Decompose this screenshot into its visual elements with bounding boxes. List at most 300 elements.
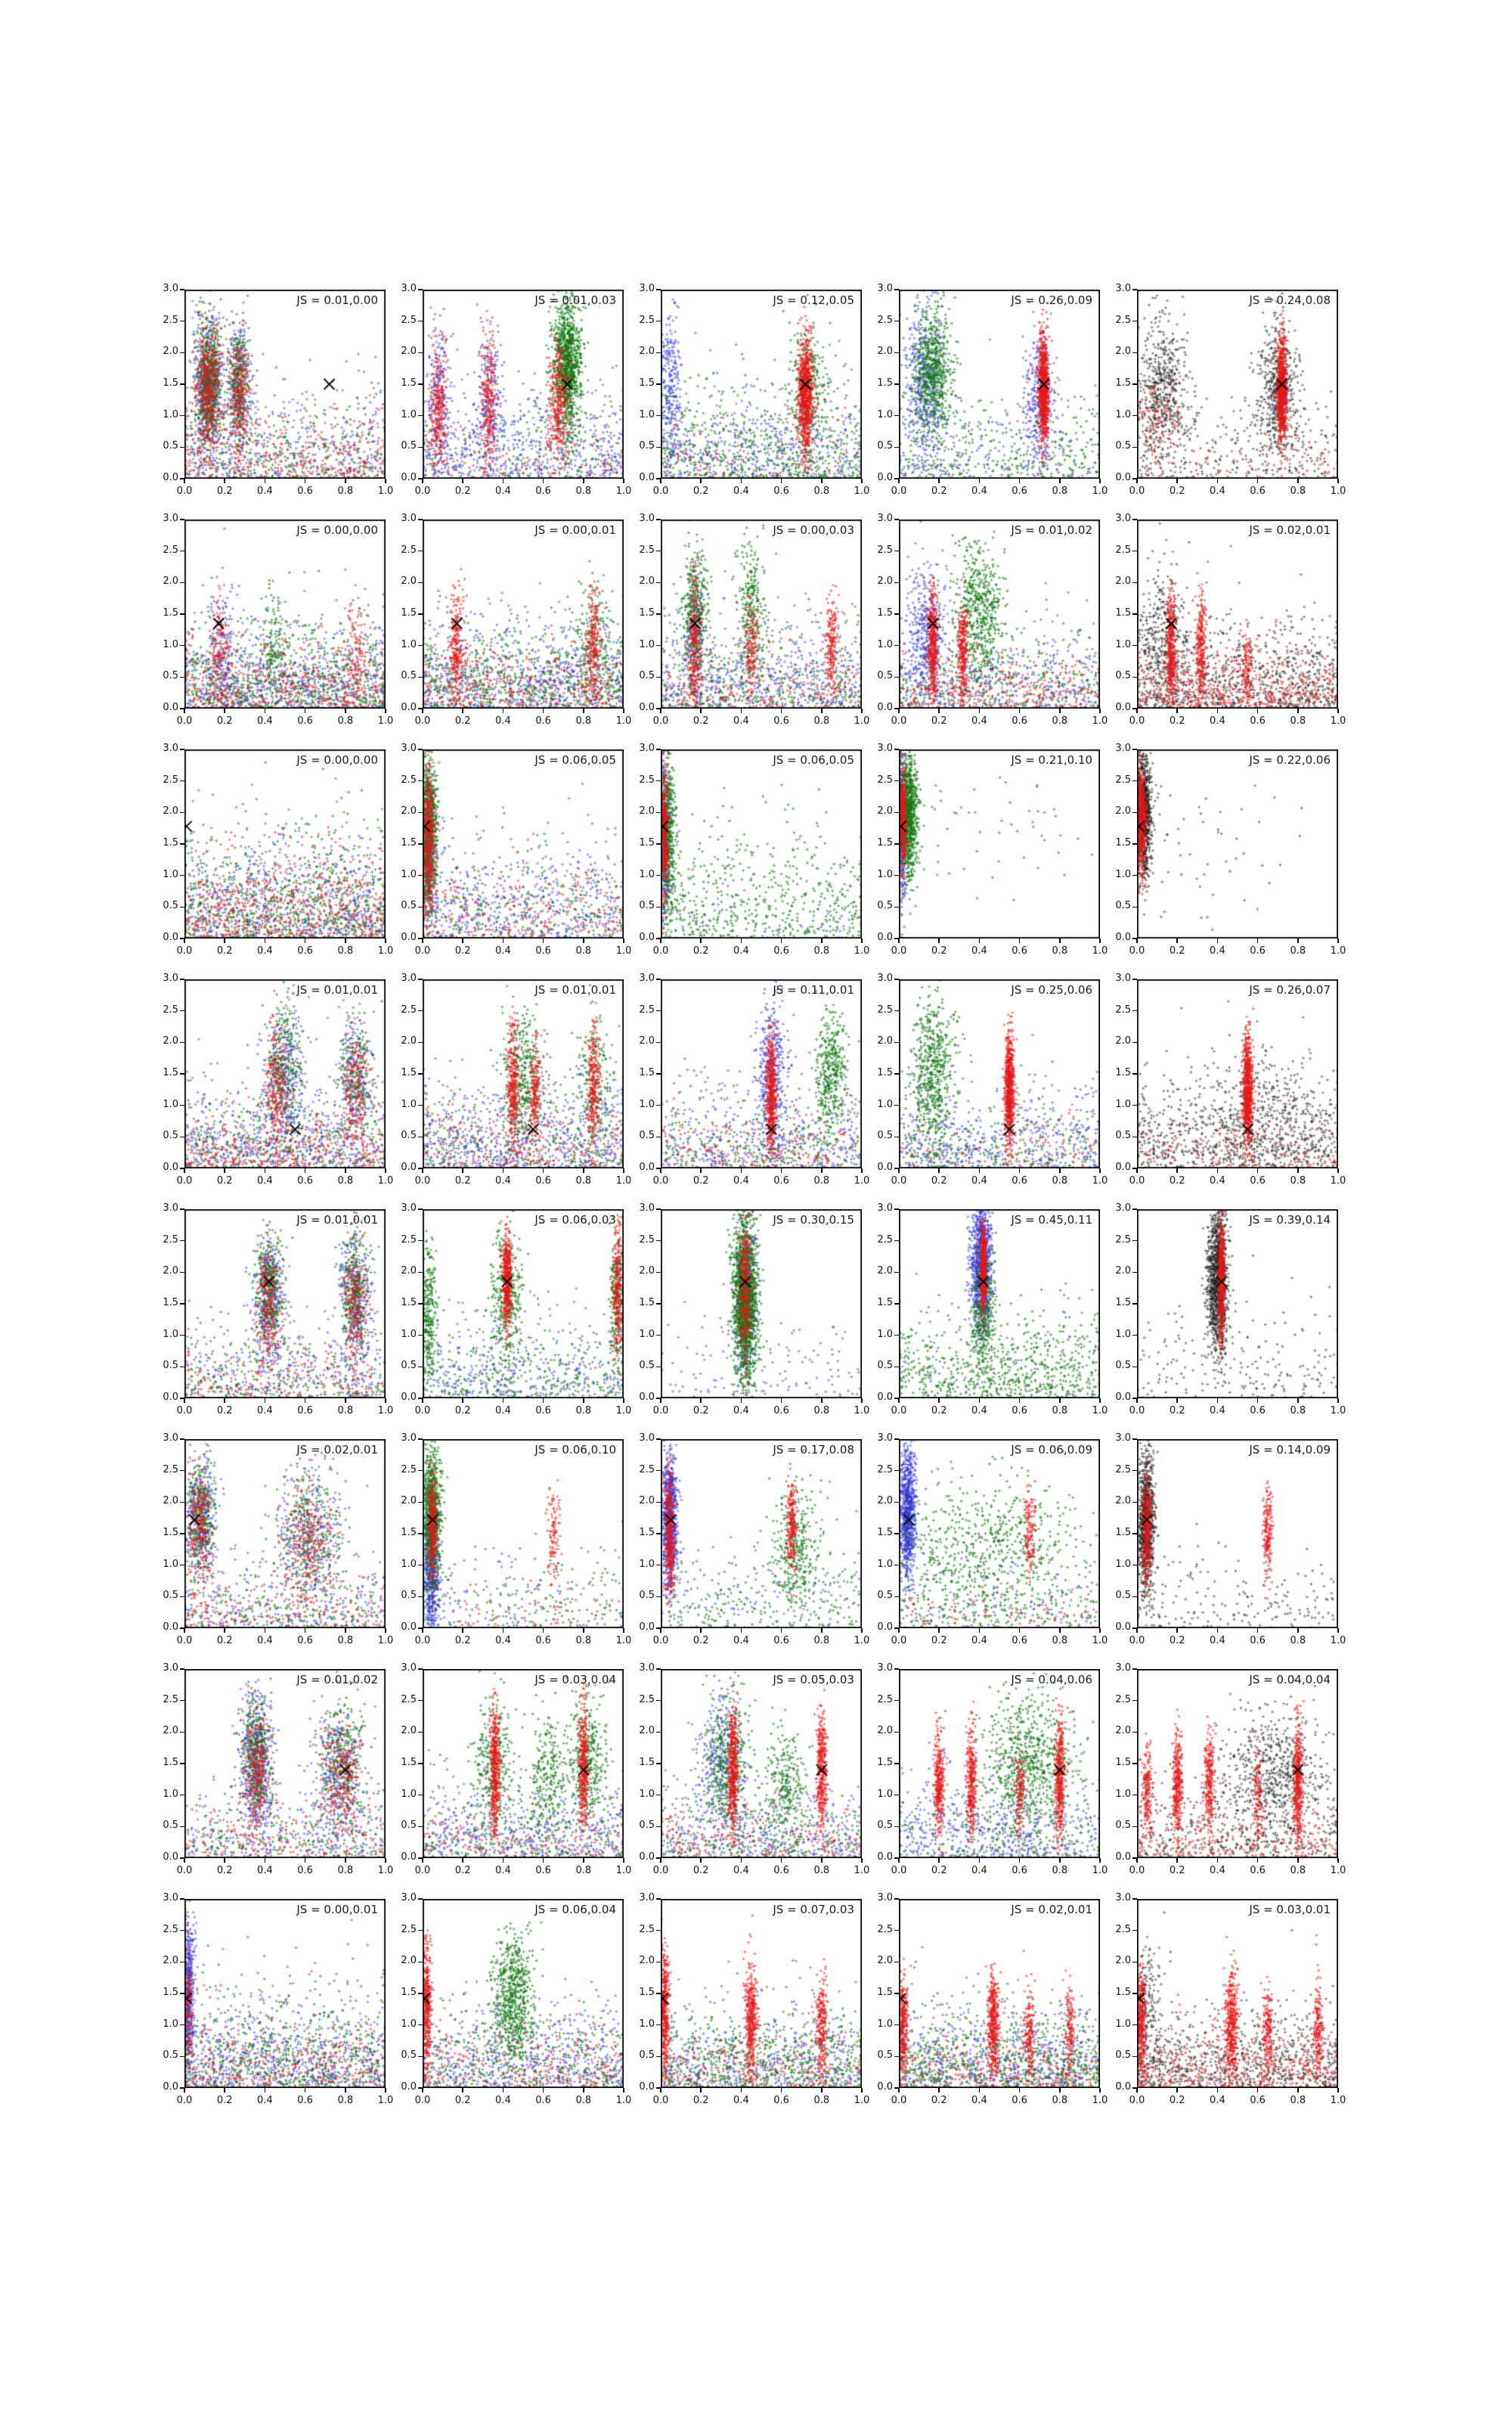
x-tick-mark <box>660 479 662 483</box>
x-tick-label: 0.2 <box>454 1405 471 1416</box>
js-value-label: JS = 0.17,0.08 <box>773 1443 854 1457</box>
y-tick-mark <box>656 1700 661 1702</box>
y-tick-label: 1.0 <box>639 2018 655 2030</box>
scatter-canvas <box>661 1439 862 1628</box>
y-tick-label: 1.5 <box>1115 1527 1131 1538</box>
x-tick-label: 0.2 <box>692 715 709 727</box>
y-tick-label: 0.0 <box>877 2081 893 2093</box>
x-tick-mark <box>861 1628 863 1633</box>
y-tick-label: 2.5 <box>1115 544 1131 556</box>
y-tick-label: 1.5 <box>163 1297 178 1308</box>
y-tick-label: 2.0 <box>1115 1265 1131 1277</box>
y-tick-label: 0.0 <box>163 1162 178 1173</box>
y-tick-mark <box>1132 1596 1137 1598</box>
x-tick-label: 0.2 <box>216 1635 233 1646</box>
y-tick-label: 2.5 <box>639 1004 655 1016</box>
y-tick-mark <box>894 1042 899 1044</box>
y-tick-label: 2.0 <box>639 1955 655 1967</box>
x-tick-mark <box>184 2088 185 2093</box>
x-tick-label: 1.0 <box>1330 1405 1346 1416</box>
x-tick-mark <box>1059 939 1061 943</box>
y-tick-mark <box>1132 1398 1137 1399</box>
js-value-label: JS = 0.24,0.08 <box>1249 293 1331 307</box>
y-tick-mark <box>894 1105 899 1106</box>
y-tick-label: 0.5 <box>639 2049 655 2062</box>
y-tick-mark <box>1132 1826 1137 1828</box>
x-tick-mark <box>385 2088 386 2093</box>
y-tick-mark <box>1132 843 1137 845</box>
x-tick-label: 1.0 <box>615 1405 632 1416</box>
js-value-label: JS = 0.01,0.02 <box>296 1673 378 1686</box>
x-tick-mark <box>1257 709 1259 713</box>
y-tick-label: 0.5 <box>877 1590 893 1602</box>
y-tick-mark <box>418 843 423 845</box>
x-tick-mark <box>1136 1168 1138 1173</box>
y-tick-label: 2.5 <box>401 1233 417 1246</box>
y-tick-label: 0.0 <box>1115 2081 1131 2093</box>
js-value-label: JS = 0.01,0.00 <box>296 293 378 307</box>
y-tick-mark <box>656 551 661 552</box>
y-tick-label: 1.0 <box>163 868 178 880</box>
y-tick-mark <box>418 352 423 354</box>
x-tick-label: 0.2 <box>692 1865 709 1876</box>
y-tick-label: 2.0 <box>639 805 655 818</box>
x-tick-mark <box>305 709 306 713</box>
y-tick-label: 2.0 <box>401 1495 417 1507</box>
y-tick-label: 1.0 <box>877 1558 893 1570</box>
x-tick-label: 1.0 <box>1330 2095 1346 2106</box>
y-tick-mark <box>656 1168 661 1169</box>
x-tick-label: 1.0 <box>377 1865 394 1876</box>
y-tick-mark <box>656 613 661 615</box>
y-tick-label: 1.5 <box>1115 837 1131 849</box>
js-value-label: JS = 0.01,0.02 <box>1011 523 1092 537</box>
x-tick-mark <box>979 939 981 943</box>
subplot-r6-c2 <box>401 1432 632 1646</box>
x-tick-label: 0.8 <box>575 945 592 957</box>
x-tick-label: 0.4 <box>495 2095 511 2106</box>
x-tick-mark <box>305 939 306 943</box>
y-tick-mark <box>180 1732 184 1733</box>
x-tick-label: 0.4 <box>257 2095 273 2106</box>
x-tick-mark <box>700 479 702 483</box>
y-tick-mark <box>418 1763 423 1764</box>
y-tick-mark <box>894 1272 899 1274</box>
y-tick-mark <box>656 708 661 709</box>
y-tick-mark <box>418 415 423 417</box>
x-tick-label: 0.6 <box>535 1405 551 1416</box>
x-tick-mark <box>224 479 225 483</box>
y-tick-mark <box>656 1208 661 1210</box>
x-tick-mark <box>1019 2088 1021 2093</box>
x-tick-mark <box>623 479 624 483</box>
y-tick-mark <box>1132 1502 1137 1503</box>
x-tick-label: 0.6 <box>773 945 789 957</box>
x-tick-label: 0.0 <box>1129 1635 1145 1646</box>
y-tick-label: 3.0 <box>877 973 893 984</box>
y-tick-label: 1.0 <box>877 638 893 650</box>
y-tick-mark <box>894 1962 899 1963</box>
x-tick-label: 1.0 <box>1092 945 1108 957</box>
x-tick-label: 0.0 <box>414 1175 431 1187</box>
x-tick-mark <box>462 939 463 943</box>
y-tick-mark <box>180 447 184 448</box>
x-tick-label: 0.4 <box>733 2095 749 2106</box>
y-tick-label: 1.5 <box>401 1757 417 1768</box>
y-tick-label: 3.0 <box>163 1432 178 1444</box>
x-tick-mark <box>1019 1858 1021 1863</box>
y-tick-label: 2.5 <box>401 1923 417 1935</box>
x-tick-label: 0.2 <box>454 2095 471 2106</box>
x-tick-label: 0.8 <box>337 486 354 497</box>
x-tick-mark <box>700 709 702 713</box>
x-tick-mark <box>821 709 823 713</box>
y-tick-label: 0.5 <box>639 440 655 452</box>
x-tick-label: 0.8 <box>1290 715 1306 727</box>
x-tick-label: 0.6 <box>773 1635 789 1646</box>
x-tick-mark <box>345 2088 346 2093</box>
y-tick-label: 0.5 <box>1115 1360 1131 1372</box>
y-tick-mark <box>418 938 423 939</box>
x-tick-mark <box>543 1628 544 1633</box>
y-tick-mark <box>1132 519 1137 520</box>
x-tick-mark <box>184 939 185 943</box>
y-tick-label: 2.0 <box>877 346 893 358</box>
x-tick-mark <box>184 479 185 483</box>
x-tick-mark <box>543 1398 544 1403</box>
x-tick-label: 0.8 <box>1052 715 1068 727</box>
y-tick-label: 2.5 <box>1115 314 1131 326</box>
y-tick-label: 0.0 <box>1115 932 1131 943</box>
y-tick-mark <box>418 289 423 290</box>
y-tick-mark <box>1132 1470 1137 1472</box>
subplot-r8-c3 <box>639 1892 870 2106</box>
subplot-r8-c1 <box>163 1892 394 2106</box>
scatter-canvas <box>899 749 1100 939</box>
y-tick-mark <box>418 2056 423 2058</box>
y-tick-label: 1.5 <box>401 377 417 389</box>
scatter-canvas <box>661 1209 862 1398</box>
y-tick-mark <box>418 677 423 678</box>
x-tick-mark <box>898 709 900 713</box>
x-tick-mark <box>345 939 346 943</box>
x-tick-label: 0.8 <box>813 1635 830 1646</box>
x-tick-mark <box>1099 1168 1101 1173</box>
x-tick-label: 0.0 <box>891 945 907 957</box>
x-tick-mark <box>265 479 266 483</box>
x-tick-mark <box>1176 709 1178 713</box>
x-tick-mark <box>345 709 346 713</box>
y-tick-label: 2.5 <box>401 774 417 786</box>
y-tick-label: 2.0 <box>1115 1495 1131 1507</box>
x-tick-label: 1.0 <box>1092 486 1108 497</box>
y-tick-mark <box>656 1993 661 1994</box>
x-tick-mark <box>543 1168 544 1173</box>
y-tick-label: 3.0 <box>639 513 655 524</box>
x-tick-mark <box>305 1398 306 1403</box>
x-tick-mark <box>503 1168 504 1173</box>
y-tick-mark <box>894 447 899 448</box>
x-tick-label: 1.0 <box>854 1635 870 1646</box>
scatter-canvas <box>661 979 862 1168</box>
y-tick-mark <box>180 843 184 845</box>
x-tick-mark <box>1176 939 1178 943</box>
x-tick-mark <box>1217 479 1219 483</box>
y-tick-mark <box>418 1303 423 1305</box>
subplot-r5-c2 <box>401 1202 632 1416</box>
y-tick-label: 0.5 <box>639 670 655 682</box>
y-tick-label: 0.5 <box>877 2049 893 2062</box>
y-tick-label: 2.0 <box>401 1035 417 1047</box>
x-tick-mark <box>1337 1628 1339 1633</box>
x-tick-label: 0.6 <box>535 486 551 497</box>
x-tick-mark <box>184 1858 185 1863</box>
x-tick-label: 1.0 <box>377 1175 394 1187</box>
x-tick-label: 0.6 <box>535 1175 551 1187</box>
y-tick-mark <box>180 352 184 354</box>
y-tick-label: 1.0 <box>163 2018 178 2030</box>
y-tick-mark <box>1132 582 1137 584</box>
x-tick-mark <box>462 479 463 483</box>
y-tick-mark <box>1132 1930 1137 1931</box>
y-tick-label: 2.0 <box>877 1495 893 1507</box>
y-tick-label: 2.0 <box>877 805 893 818</box>
y-tick-label: 0.5 <box>1115 2049 1131 2062</box>
y-tick-label: 2.5 <box>639 774 655 786</box>
x-tick-label: 0.0 <box>414 1635 431 1646</box>
y-tick-mark <box>418 1105 423 1106</box>
y-tick-label: 2.0 <box>877 1035 893 1047</box>
y-tick-mark <box>418 613 423 615</box>
y-tick-label: 1.0 <box>401 2018 417 2030</box>
x-tick-label: 0.4 <box>733 945 749 957</box>
y-tick-mark <box>656 1668 661 1670</box>
y-tick-label: 1.0 <box>1115 868 1131 880</box>
x-tick-mark <box>1059 1398 1061 1403</box>
y-tick-mark <box>418 519 423 520</box>
x-tick-label: 0.8 <box>813 1405 830 1416</box>
x-tick-label: 0.4 <box>733 1865 749 1876</box>
x-tick-mark <box>224 709 225 713</box>
y-tick-label: 0.0 <box>877 1392 893 1403</box>
y-tick-mark <box>1132 1010 1137 1012</box>
y-tick-label: 2.0 <box>163 1955 178 1967</box>
y-tick-mark <box>656 2024 661 2026</box>
x-tick-mark <box>741 1168 742 1173</box>
x-tick-label: 0.2 <box>454 1175 471 1187</box>
x-tick-mark <box>543 939 544 943</box>
js-value-label: JS = 0.00,0.00 <box>296 753 378 767</box>
x-tick-mark <box>184 1628 185 1633</box>
x-tick-label: 1.0 <box>1092 2095 1108 2106</box>
x-tick-label: 0.8 <box>575 1865 592 1876</box>
y-tick-mark <box>180 1596 184 1598</box>
x-tick-label: 1.0 <box>377 715 394 727</box>
y-tick-mark <box>180 1470 184 1472</box>
x-tick-mark <box>821 1168 823 1173</box>
x-tick-label: 1.0 <box>854 1865 870 1876</box>
y-tick-mark <box>180 2087 184 2089</box>
y-tick-label: 3.0 <box>877 1892 893 1903</box>
x-tick-mark <box>184 1168 185 1173</box>
x-tick-mark <box>265 1628 266 1633</box>
scatter-canvas <box>184 1669 386 1858</box>
y-tick-label: 3.0 <box>877 513 893 524</box>
x-tick-label: 0.4 <box>1210 1405 1225 1416</box>
y-tick-mark <box>656 582 661 584</box>
y-tick-label: 0.5 <box>639 1590 655 1602</box>
x-tick-mark <box>1176 479 1178 483</box>
y-tick-mark <box>180 1502 184 1503</box>
y-tick-label: 2.0 <box>639 346 655 358</box>
y-tick-mark <box>180 1137 184 1138</box>
scatter-canvas <box>661 749 862 939</box>
y-tick-label: 0.0 <box>639 702 655 713</box>
x-tick-mark <box>1257 1858 1259 1863</box>
y-tick-label: 0.0 <box>401 472 417 483</box>
y-tick-mark <box>894 1565 899 1566</box>
x-tick-label: 0.2 <box>692 1635 709 1646</box>
x-tick-label: 0.4 <box>257 1865 273 1876</box>
y-tick-label: 3.0 <box>1115 283 1131 294</box>
y-tick-mark <box>894 708 899 709</box>
x-tick-label: 0.0 <box>176 945 193 957</box>
y-tick-mark <box>656 979 661 980</box>
y-tick-label: 2.0 <box>877 1955 893 1967</box>
y-tick-label: 1.0 <box>639 1098 655 1110</box>
y-tick-label: 2.0 <box>1115 1035 1131 1047</box>
y-tick-mark <box>1132 1962 1137 1963</box>
subplot-r2-c2 <box>401 513 632 727</box>
x-tick-mark <box>660 1398 662 1403</box>
subplot-r4-c3 <box>639 973 870 1187</box>
y-tick-label: 1.5 <box>639 607 655 619</box>
y-tick-label: 3.0 <box>639 1892 655 1903</box>
js-value-label: JS = 0.14,0.09 <box>1249 1443 1331 1457</box>
y-tick-label: 1.0 <box>401 1788 417 1800</box>
y-tick-label: 0.5 <box>401 440 417 452</box>
js-value-label: JS = 0.22,0.06 <box>1249 753 1331 767</box>
x-tick-mark <box>1257 1628 1259 1633</box>
y-tick-mark <box>418 1857 423 1859</box>
y-tick-label: 0.5 <box>1115 440 1131 452</box>
scatter-canvas <box>184 290 386 479</box>
js-value-label: JS = 0.00,0.01 <box>296 1903 378 1916</box>
y-tick-mark <box>656 1105 661 1106</box>
y-tick-label: 2.0 <box>401 576 417 588</box>
y-tick-label: 1.0 <box>877 1098 893 1110</box>
y-tick-label: 2.5 <box>639 544 655 556</box>
x-tick-label: 0.8 <box>813 715 830 727</box>
x-tick-mark <box>422 1858 423 1863</box>
x-tick-mark <box>938 939 940 943</box>
y-tick-mark <box>418 1168 423 1169</box>
y-tick-label: 2.5 <box>1115 1004 1131 1016</box>
y-tick-mark <box>1132 1438 1137 1440</box>
x-tick-mark <box>422 939 423 943</box>
x-tick-label: 0.4 <box>1210 715 1225 727</box>
x-tick-label: 0.2 <box>454 945 471 957</box>
y-tick-mark <box>418 1010 423 1012</box>
x-tick-label: 0.8 <box>337 715 354 727</box>
scatter-canvas <box>423 749 624 939</box>
x-tick-label: 0.0 <box>414 486 431 497</box>
y-tick-label: 0.5 <box>163 1360 178 1372</box>
x-tick-mark <box>224 2088 225 2093</box>
scatter-canvas <box>1137 1899 1338 2088</box>
y-tick-label: 0.0 <box>639 1392 655 1403</box>
subplot-r2-c3 <box>639 513 870 727</box>
x-tick-label: 0.4 <box>257 486 273 497</box>
x-tick-mark <box>224 939 225 943</box>
scatter-canvas <box>899 1669 1100 1858</box>
x-tick-label: 0.4 <box>733 715 749 727</box>
y-tick-label: 3.0 <box>1115 1892 1131 1903</box>
y-tick-mark <box>656 1010 661 1012</box>
x-tick-label: 0.2 <box>1169 2095 1185 2106</box>
x-tick-mark <box>1059 1168 1061 1173</box>
x-tick-mark <box>700 2088 702 2093</box>
y-tick-mark <box>180 321 184 322</box>
y-tick-mark <box>1132 708 1137 709</box>
x-tick-mark <box>305 479 306 483</box>
y-tick-mark <box>656 383 661 385</box>
x-tick-mark <box>265 1858 266 1863</box>
y-tick-label: 2.0 <box>401 1725 417 1737</box>
y-tick-mark <box>894 812 899 814</box>
js-value-label: JS = 0.25,0.06 <box>1011 983 1092 997</box>
x-tick-label: 0.8 <box>575 1405 592 1416</box>
x-tick-label: 0.2 <box>1169 1175 1185 1187</box>
y-tick-label: 3.0 <box>639 283 655 294</box>
js-value-label: JS = 0.26,0.07 <box>1249 983 1331 997</box>
subplot-r7-c1 <box>163 1662 394 1876</box>
x-tick-label: 1.0 <box>854 1175 870 1187</box>
y-tick-label: 2.5 <box>401 1693 417 1705</box>
x-tick-label: 0.4 <box>495 1405 511 1416</box>
y-tick-mark <box>180 1335 184 1336</box>
y-tick-label: 1.5 <box>163 377 178 389</box>
y-tick-mark <box>180 1367 184 1368</box>
x-tick-mark <box>623 939 624 943</box>
x-tick-mark <box>385 1398 386 1403</box>
y-tick-label: 1.5 <box>877 377 893 389</box>
x-tick-mark <box>979 1858 981 1863</box>
x-tick-mark <box>700 1398 702 1403</box>
y-tick-mark <box>180 677 184 678</box>
x-tick-mark <box>1337 709 1339 713</box>
y-tick-label: 3.0 <box>401 1432 417 1444</box>
x-tick-label: 0.2 <box>931 2095 947 2106</box>
y-tick-label: 2.5 <box>1115 774 1131 786</box>
y-tick-label: 3.0 <box>401 973 417 984</box>
js-value-label: JS = 0.02,0.01 <box>1249 523 1331 537</box>
x-tick-label: 1.0 <box>615 1175 632 1187</box>
scatter-canvas <box>899 290 1100 479</box>
x-tick-mark <box>898 1628 900 1633</box>
x-tick-mark <box>781 939 782 943</box>
js-value-label: JS = 0.05,0.03 <box>773 1673 854 1686</box>
x-tick-mark <box>583 709 584 713</box>
x-tick-label: 0.6 <box>1012 715 1027 727</box>
x-tick-label: 1.0 <box>615 715 632 727</box>
subplot-r1-c1 <box>163 283 394 497</box>
x-tick-label: 0.6 <box>1012 1175 1027 1187</box>
y-tick-label: 1.0 <box>401 1328 417 1340</box>
scatter-canvas <box>184 749 386 939</box>
y-tick-mark <box>656 812 661 814</box>
x-tick-label: 0.6 <box>535 2095 551 2106</box>
